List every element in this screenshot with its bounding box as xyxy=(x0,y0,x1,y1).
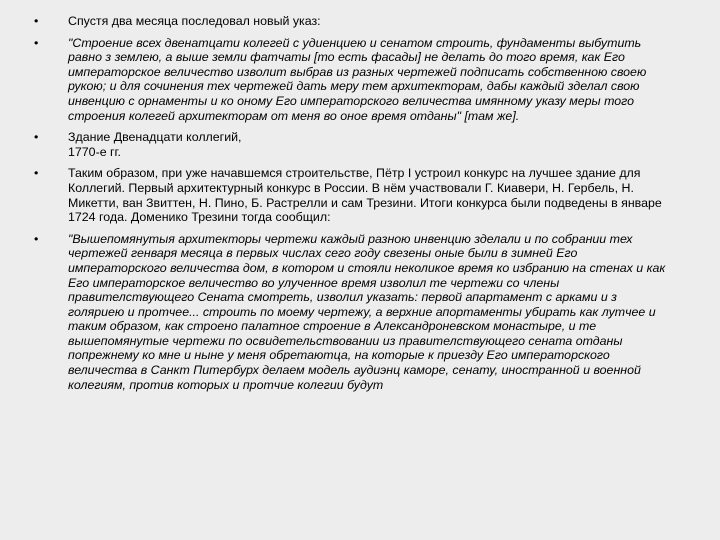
bullet-icon: • xyxy=(34,14,39,28)
list-item xyxy=(34,232,670,393)
bullet-icon: • xyxy=(34,35,39,50)
list-item xyxy=(34,36,670,124)
list-item-text: Здание Двенадцати коллегий, 1770-е гг. xyxy=(68,130,242,159)
list-item xyxy=(34,14,670,29)
list-item-text: "Вышепомянутыя архитекторы чертежи каждый разною инвенцию зделали и по собрании тех чертежей генваря месяца в первых числах сего году свезены оные были в зимней Его императорского величества дом, в котором и стояли неколикое время ко избранию на стенах и как Его императорское величество во улученное время изволил те чертежи со члены правителствующего Сената смотреть, изволил указать: первой апартамент с арками и з голяриею и протчее... строить по моему чертежу, а верхние апортаменты убирать как лутчее и таким образом, как строено палатное строение в Александроневском монастыре, и те вышепомянутые чертежи по освидетельствовании из правителствующего сената отданы попрежнему ко мне и ныне у меня обретаютца, на которые к приезду Его императорского величества в Санкт Питербурх делаем модель аудиэнц каморе, сенату, иностранной и военной колегиям, против которых и протчие колегии будут xyxy=(68,231,666,392)
list-item xyxy=(34,130,670,159)
bullet-icon: • xyxy=(34,231,39,246)
list-item-text: Таким образом, при уже начавшемся строительстве, Пётр I устроил конкурс на лучшее здание для Коллегий. Первый архитектурный конкурс в России. В нём участвовали Г. Киавери, Н. Гербель, Н. Микетти, ван Звиттен, Н. Пино, Б. Растрелли и сам Трезини. Итоги конкурса были подведены в январе 1724 года. Доменико Трезини тогда сообщил: xyxy=(68,166,662,225)
bullet-list xyxy=(34,14,670,392)
list-item-text: "Строение всех двенатцати колегей с удиенциею и сенатом строить, фундаменты выбутить равно з землею, а выше земли фатчаты [то есть фасады] не делать до того время, как Его императорское величество изволит выбрав из разных чертежей подписать собственною своею рукою; и для сочинения тех чертежей дать меру тем архитекторам, дабы каждый зделал свою инвенцию с орнаменты и ко оному Его императорского величества имянному указу меры того строения колегей архитекторам от меня во оное время отданы" [там же]. xyxy=(68,35,647,123)
list-item-text: Спустя два месяца последовал новый указ: xyxy=(68,14,321,28)
bullet-icon: • xyxy=(34,166,39,181)
bullet-icon: • xyxy=(34,130,39,145)
list-item xyxy=(34,166,670,224)
